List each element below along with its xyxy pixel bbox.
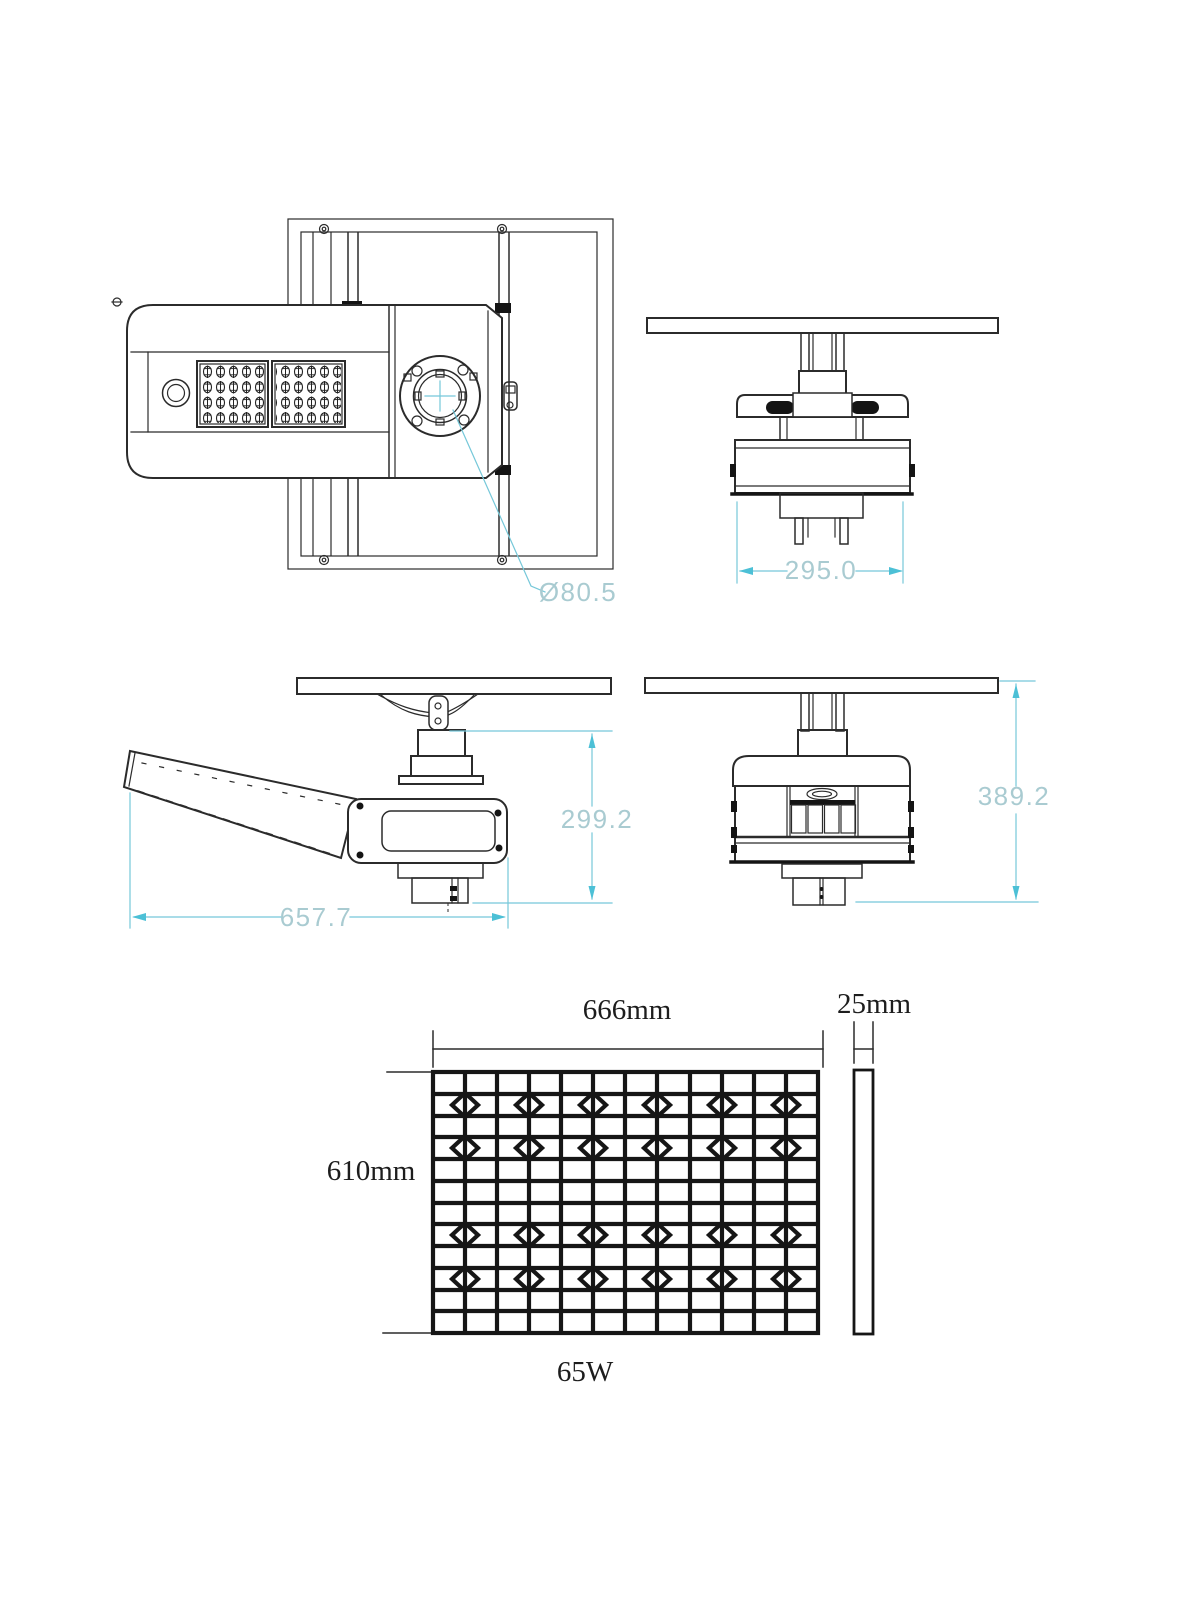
width-dimension	[737, 502, 903, 585]
handle-lens-icon	[807, 789, 837, 800]
panel-side-profile	[854, 1070, 873, 1334]
panel-thickness-label: 25mm	[836, 988, 912, 1020]
panel-width-dimension	[433, 994, 823, 1067]
solar-panel-view	[327, 988, 912, 1388]
lamp-head-side	[348, 799, 507, 913]
solar-panel-edge	[297, 678, 611, 694]
top-view	[112, 219, 617, 607]
front-view	[647, 318, 998, 585]
panel-support-struts	[377, 694, 478, 730]
lamp-body-front	[730, 393, 915, 518]
solar-panel-edge	[645, 678, 998, 693]
lamp-arm	[124, 751, 356, 858]
panel-width-label: 666mm	[582, 994, 672, 1026]
mount-bracket-top	[798, 693, 847, 756]
dim-width-label: 295.0	[784, 555, 858, 585]
led-heatsink-modules	[792, 805, 856, 833]
mount-bracket-top	[799, 333, 846, 395]
panel-power-label: 65W	[556, 1356, 614, 1388]
rear-view	[645, 678, 1050, 905]
dim-diameter-label: Ø80.5	[538, 577, 618, 607]
dim-height-label: 299.2	[560, 804, 634, 834]
side-view	[124, 678, 633, 932]
tiny-screw-icon	[112, 298, 122, 306]
lamp-body-rear	[731, 756, 914, 878]
side-tab	[504, 382, 517, 410]
dim-length-label: 657.7	[279, 902, 353, 932]
total-height-dimension	[856, 681, 1050, 902]
panel-height-label: 610mm	[326, 1155, 416, 1187]
solar-panel-edge	[647, 318, 998, 333]
panel-thickness-dimension	[837, 988, 912, 1063]
mount-bracket-bottom	[795, 518, 848, 544]
mount-bracket-bottom	[793, 878, 845, 905]
dim-total-height-label: 389.2	[977, 781, 1051, 811]
mount-stack	[399, 730, 483, 784]
solar-cell-grid	[433, 1072, 818, 1333]
led-module	[197, 361, 345, 427]
